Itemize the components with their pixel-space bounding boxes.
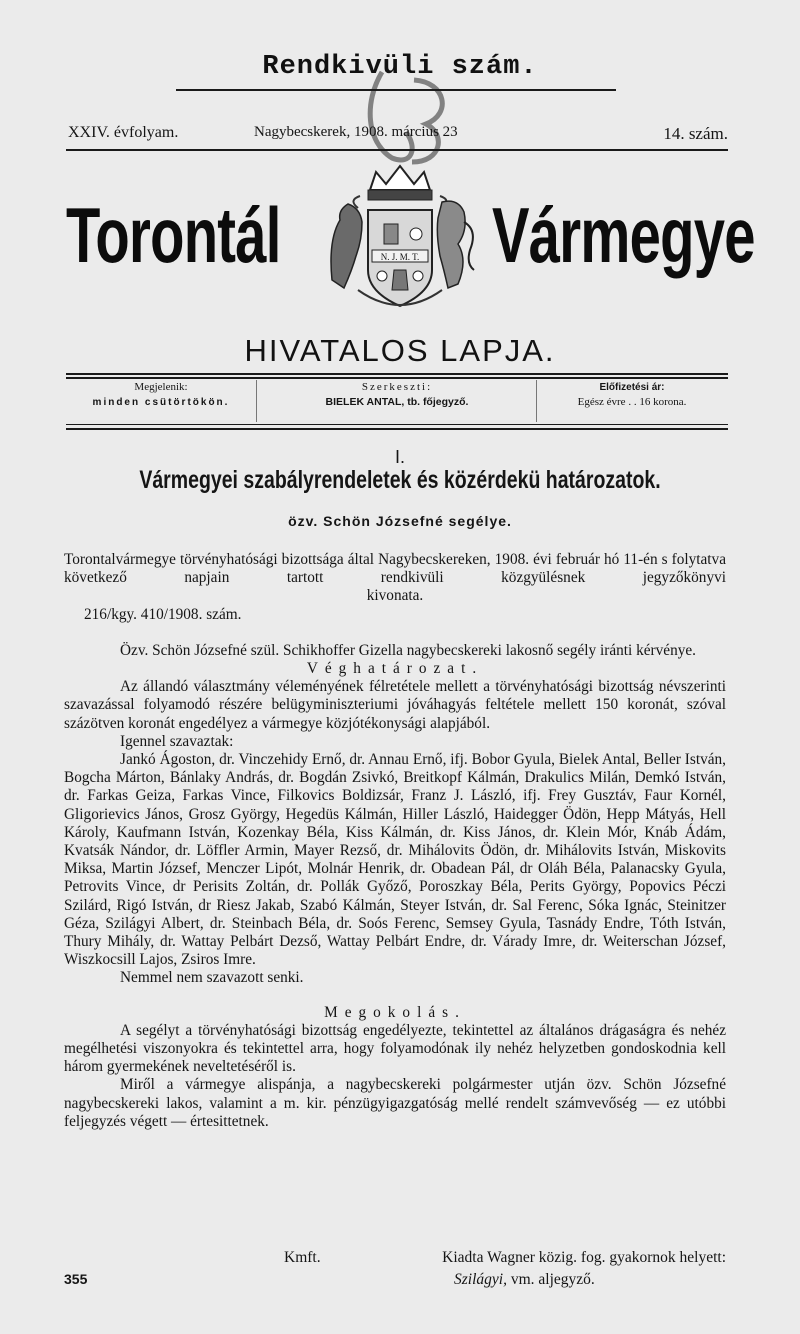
editor-label: Szerkeszti: <box>361 381 433 393</box>
yes-votes-label: Igennel szavaztak: <box>120 732 234 750</box>
issue-meta-row <box>68 124 728 146</box>
page-number: 355 <box>64 1271 88 1287</box>
signer <box>454 1270 595 1289</box>
kmft-label: Kmft. <box>284 1249 321 1266</box>
price-label: Előfizetési ár: <box>599 382 665 393</box>
price-info <box>536 380 727 422</box>
masthead-subtitle: HIVATALOS LAPJA. <box>244 333 556 368</box>
divider <box>66 424 728 425</box>
reasoning-paragraph: A segélyt a törvényhatósági bizottság engedélyezte, tekintettel az általános drágaságra és nehéz megélhetési viszonyokra és tekintettel arra, hogy folyamodónak ily nehéz helyzetben gondoskodnia kell három gyermekének neveltetéséről is. <box>64 1021 726 1076</box>
price-value: Egész évre . . 16 korona. <box>577 396 687 408</box>
decision-paragraph: Az állandó választmány véleményének félretétele mellett a törvényhatósági bizottság névszerinti szavazással folyamodó részére belügyminiszteriumi jóváhagyás feltétele mellett 150 koronát, szóval százötven koronát engedélyez a vármegye közjótékonysági alapjából. <box>64 678 726 732</box>
article-body <box>64 551 726 1131</box>
signer-title: vm. aljegyző. <box>510 1271 595 1288</box>
divider <box>176 89 616 91</box>
divider <box>66 428 728 430</box>
editor-value: BIELEK ANTAL, tb. főjegyző. <box>325 396 469 408</box>
signer-name: Szilágyi, <box>454 1271 507 1288</box>
decision-heading: Véghatározat. <box>306 660 484 678</box>
volume: XXIV. évfolyam. <box>68 124 179 141</box>
yes-votes-list: Jankó Ágoston, dr. Vinczehidy Ernő, dr. Annau Ernő, ifj. Bobor Gyula, Bielek Antal, Beller István, Bogcha Márton, Bánlaky András, dr. Bogdán Zsivkó, Breitkopf Kálmán, Drakulics Milán, Demkó István, dr. Farkas Geiza, Farkas Vince, Filkovics Boldizsár, Franz J. László, ifj. Frey Gusztáv, Faur Kornél, Gligorievics János, Grosz György, Hegedüs Kálmán, Hiller László, Haidegger Ödön, Hepp Mátyás, Hell Károly, Kaufmann István, Kozenkay Béla, Kiss Kálmán, dr. Kiss János, dr. Klein Mór, Knáb Ádám, Kvatsák Nándor, dr. Löffler Armin, Mayer Rezső, dr. Mihálovits Ödön, dr. Mihálovits István, Miskovits Miksa, Martin József, Menczer Lipót, Molnár Henrik, dr. Obadean Pál, dr Oláh Béla, Palanacsky Gyula, Petrovits Vince, dr Perisits Zoltán, dr. Pollák Győző, Poroszkay Béla, Perits György, Popovics Péczi Szilárd, Rigó István, dr Riesz Jakab, Szabó Kálmán, Steyer István, dr. Sal Ferenc, Sóka Ignác, Steinitzer Géza, Szilágyi Albert, dr. Steinbach Béla, dr. Soós Ferenc, Semsey Gyula, Tasnády Endre, Tóth István, Thury Mihály, dr. Wattay Pelbárt Dezső, Wattay Pelbárt Endre, dr. Várady Imre, dr. Weiterschan József, Wiszkocsill Lajos, Zsiros Imre. <box>64 751 726 969</box>
divider <box>66 377 728 379</box>
appears-label: Megjelenik: <box>134 381 188 393</box>
masthead-title-left: Torontál <box>66 191 281 279</box>
reference-number: 216/kgy. 410/1908. szám. <box>84 605 242 623</box>
place-date: Nagybecskerek, 1908. március 23 <box>254 124 458 140</box>
issued-by: Kiadta Wagner közig. fog. gyakornok helyett: <box>442 1249 726 1266</box>
divider <box>66 373 728 375</box>
intro-end: kivonata. <box>366 587 424 605</box>
special-issue-label: Rendkivüli szám. <box>262 52 538 82</box>
notification-paragraph: Miről a vármegye alispánja, a nagybecskereki polgármester utján özv. Schön Józsefné nagybecskereki lakos, valamint a m. kir. pénzügyigazgatóság mellé rendelt számvevőség — ez utóbbi feljegyzés végett — értesittetnek. <box>64 1076 726 1130</box>
article-title: özv. Schön Józsefné segélye. <box>288 513 512 529</box>
issue-number: 14. szám. <box>663 124 728 143</box>
no-votes: Nemmel nem szavazott senki. <box>120 969 304 987</box>
editor-info <box>256 380 537 422</box>
intro-paragraph: Torontalvármegye törvényhatósági bizottsága által Nagybecskereken, 1908. évi február hó 11-én s folytatva következő napjain tartott rendkivüli közgyülésnek jegyzőkönyvi <box>64 551 726 587</box>
section-number: I. <box>394 447 405 467</box>
divider <box>66 149 728 151</box>
reasoning-heading: Megokolás. <box>324 1003 466 1021</box>
appears-value: minden csütörtökön. <box>92 397 230 408</box>
petition-paragraph: Özv. Schön Józsefné szül. Schikhoffer Gizella nagybecskereki lakosnő segély iránti kérvénye. <box>120 641 696 659</box>
publication-info-box <box>66 380 726 422</box>
svg-text:N. J. M. T.: N. J. M. T. <box>380 252 420 262</box>
section-title: Vármegyei szabályrendeletek és közérdekü határozatok. <box>139 466 661 494</box>
masthead-title-right: Vármegye <box>492 191 755 279</box>
appears-info <box>66 380 256 422</box>
coat-of-arms-icon <box>318 160 482 320</box>
